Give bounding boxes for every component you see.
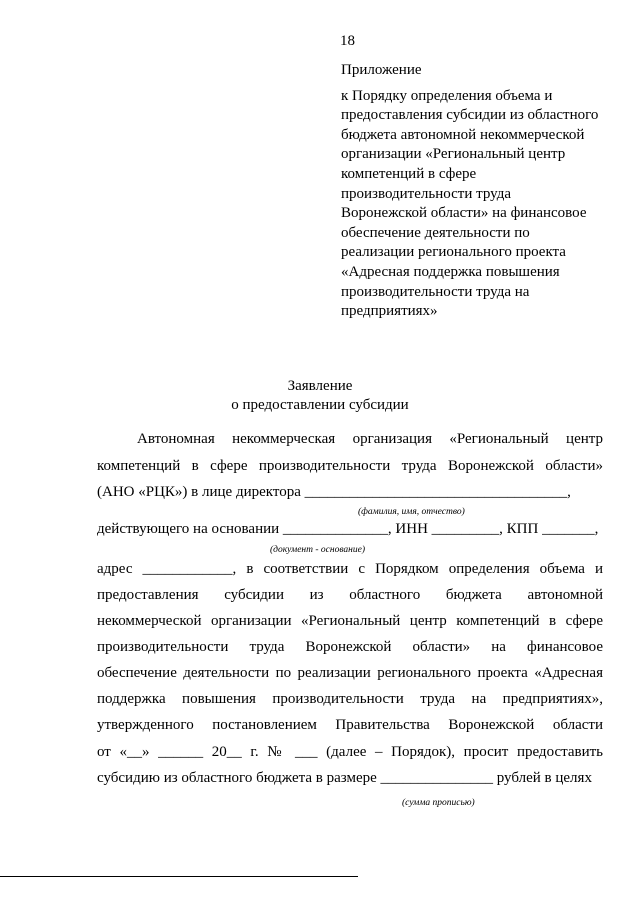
- appendix-line: обеспечение деятельности по: [341, 224, 530, 241]
- body-line: от «__» ______ 20__ г. № ___ (далее – Порядок), просит предоставить: [97, 744, 603, 760]
- heading-subtitle: о предоставлении субсидии: [231, 397, 409, 413]
- page-number: 18: [340, 33, 355, 49]
- body-line: компетенций в сфере производительности труда Воронежской области»: [97, 458, 603, 474]
- body-line: субсидию из областного бюджета в размере _______________ рублей в целях: [97, 770, 592, 786]
- body-line: производительности труда Воронежской области» на финансовое: [97, 639, 603, 655]
- body-line: (АНО «РЦК») в лице директора ___________________________________,: [97, 484, 571, 500]
- body-line: поддержка повышения производительности труда на предприятиях»,: [97, 691, 603, 707]
- body-line: некоммерческой организации «Региональный центр компетенций в сфере: [97, 613, 603, 629]
- hint-basis-document: (документ - основание): [270, 545, 365, 555]
- appendix-line: организации «Региональный центр: [341, 146, 566, 163]
- body-line: действующего на основании ______________, ИНН _________, КПП _______,: [97, 521, 599, 537]
- hint-full-name: (фамилия, имя, отчество): [358, 507, 465, 517]
- appendix-line: к Порядку определения объема и: [341, 87, 553, 104]
- body-line: Автономная некоммерческая организация «Региональный центр: [137, 431, 603, 447]
- appendix-title: Приложение: [341, 62, 422, 78]
- body-line: утвержденного постановлением Правительства Воронежской области: [97, 717, 603, 733]
- heading-title: Заявление: [287, 378, 353, 394]
- appendix-line: производительности труда на: [341, 283, 530, 300]
- hint-amount-in-words: (сумма прописью): [402, 798, 475, 808]
- body-line: обеспечение деятельности по реализации регионального проекта «Адресная: [97, 665, 603, 681]
- appendix-line: производительности труда: [341, 185, 512, 202]
- appendix-line: реализации регионального проекта: [341, 244, 566, 261]
- appendix-line: бюджета автономной некоммерческой: [341, 126, 585, 143]
- footnote-divider: [0, 876, 358, 877]
- appendix-line: компетенций в сфере: [341, 165, 477, 182]
- body-line: адрес ____________, в соответствии с Порядком определения объема и: [97, 561, 603, 577]
- appendix-line: «Адресная поддержка повышения: [341, 263, 560, 280]
- appendix-block: [341, 61, 631, 322]
- appendix-line: предприятиях»: [341, 303, 438, 320]
- body-line: предоставления субсидии из областного бюджета автономной: [97, 587, 603, 603]
- appendix-line: Воронежской области» на финансовое: [341, 205, 587, 222]
- appendix-line: предоставления субсидии из областного: [341, 107, 599, 124]
- document-heading: [0, 377, 640, 415]
